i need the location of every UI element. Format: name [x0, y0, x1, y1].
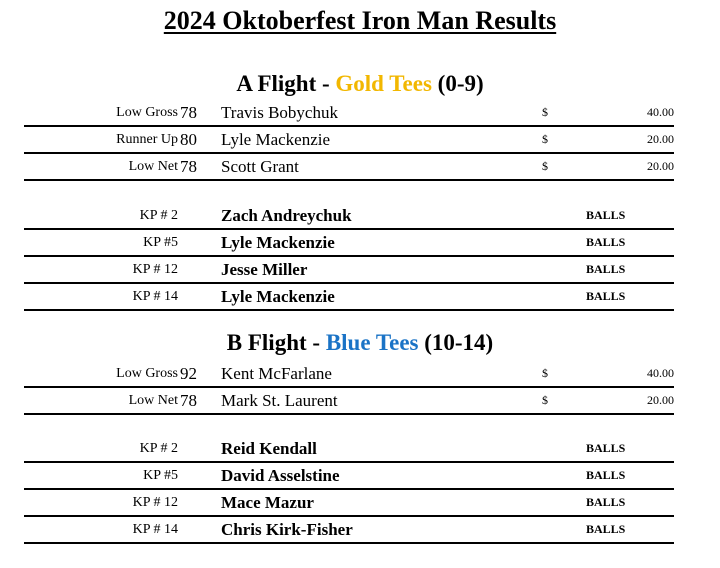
result-score: 78 [180, 157, 197, 176]
result-winner-name: Travis Bobychuk [221, 103, 338, 122]
result-winner-name: Lyle Mackenzie [221, 130, 331, 149]
b-flight-heading [0, 328, 720, 358]
kp-prize: BALLS [586, 495, 626, 509]
result-winner-name: Kent McFarlane [221, 364, 332, 383]
kp-row [24, 257, 674, 284]
kp-row [24, 463, 674, 490]
result-amount: 40.00 [647, 105, 674, 119]
b-flight-results [24, 361, 674, 415]
result-score: 78 [180, 391, 197, 410]
result-amount: 20.00 [647, 132, 674, 146]
result-currency: $ [542, 366, 548, 380]
kp-winner-name: David Asselstine [221, 466, 340, 485]
kp-prize: BALLS [586, 522, 626, 536]
result-currency: $ [542, 105, 548, 119]
result-amount: 20.00 [647, 159, 674, 173]
result-score: 80 [180, 130, 197, 149]
result-winner-name: Mark St. Laurent [221, 391, 338, 410]
kp-prize: BALLS [586, 262, 626, 276]
kp-label: KP # 14 [132, 289, 178, 304]
kp-row [24, 517, 674, 544]
kp-row [24, 230, 674, 257]
kp-row [24, 490, 674, 517]
result-score: 92 [180, 364, 197, 383]
result-label: Low Gross [116, 105, 178, 120]
kp-row [24, 436, 674, 463]
result-currency: $ [542, 132, 548, 146]
result-label: Low Net [128, 393, 178, 408]
result-amount: 20.00 [647, 393, 674, 407]
kp-prize: BALLS [586, 441, 626, 455]
result-currency: $ [542, 393, 548, 407]
kp-prize: BALLS [586, 235, 626, 249]
page-title-text: 2024 Oktoberfest Iron Man Results [163, 6, 557, 35]
result-row [24, 154, 674, 181]
kp-winner-name: Chris Kirk-Fisher [221, 520, 353, 539]
kp-label: KP # 12 [132, 495, 178, 510]
result-row [24, 388, 674, 415]
b-flight-kps [24, 436, 674, 544]
result-row [24, 127, 674, 154]
result-row [24, 361, 674, 388]
a-flight-results [24, 100, 674, 181]
a-flight-range: (0-9) [437, 71, 484, 96]
kp-winner-name: Reid Kendall [221, 439, 317, 458]
result-row [24, 100, 674, 127]
a-flight-tee: Gold Tees [335, 71, 432, 96]
kp-winner-name: Jesse Miller [221, 260, 308, 279]
page-title [0, 4, 720, 38]
result-label: Low Gross [116, 366, 178, 381]
b-flight-name: B Flight - [226, 330, 321, 355]
kp-label: KP # 2 [139, 208, 178, 223]
result-amount: 40.00 [647, 366, 674, 380]
kp-prize: BALLS [586, 208, 626, 222]
b-flight-tee: Blue Tees [325, 330, 419, 355]
kp-prize: BALLS [586, 289, 626, 303]
kp-winner-name: Lyle Mackenzie [221, 287, 335, 306]
result-label: Runner Up [116, 132, 178, 147]
b-flight-range: (10-14) [424, 330, 494, 355]
kp-label: KP #5 [143, 468, 178, 483]
kp-winner-name: Mace Mazur [221, 493, 314, 512]
kp-winner-name: Zach Andreychuk [221, 206, 352, 225]
kp-row [24, 203, 674, 230]
result-winner-name: Scott Grant [221, 157, 299, 176]
result-label: Low Net [128, 159, 178, 174]
kp-prize: BALLS [586, 468, 626, 482]
a-flight-name: A Flight - [236, 71, 330, 96]
a-flight-kps [24, 203, 674, 311]
kp-label: KP # 2 [139, 441, 178, 456]
a-flight-heading [0, 69, 720, 99]
kp-label: KP # 14 [132, 522, 178, 537]
result-currency: $ [542, 159, 548, 173]
kp-label: KP # 12 [132, 262, 178, 277]
kp-winner-name: Lyle Mackenzie [221, 233, 335, 252]
kp-row [24, 284, 674, 311]
kp-label: KP #5 [143, 235, 178, 250]
result-score: 78 [180, 103, 197, 122]
